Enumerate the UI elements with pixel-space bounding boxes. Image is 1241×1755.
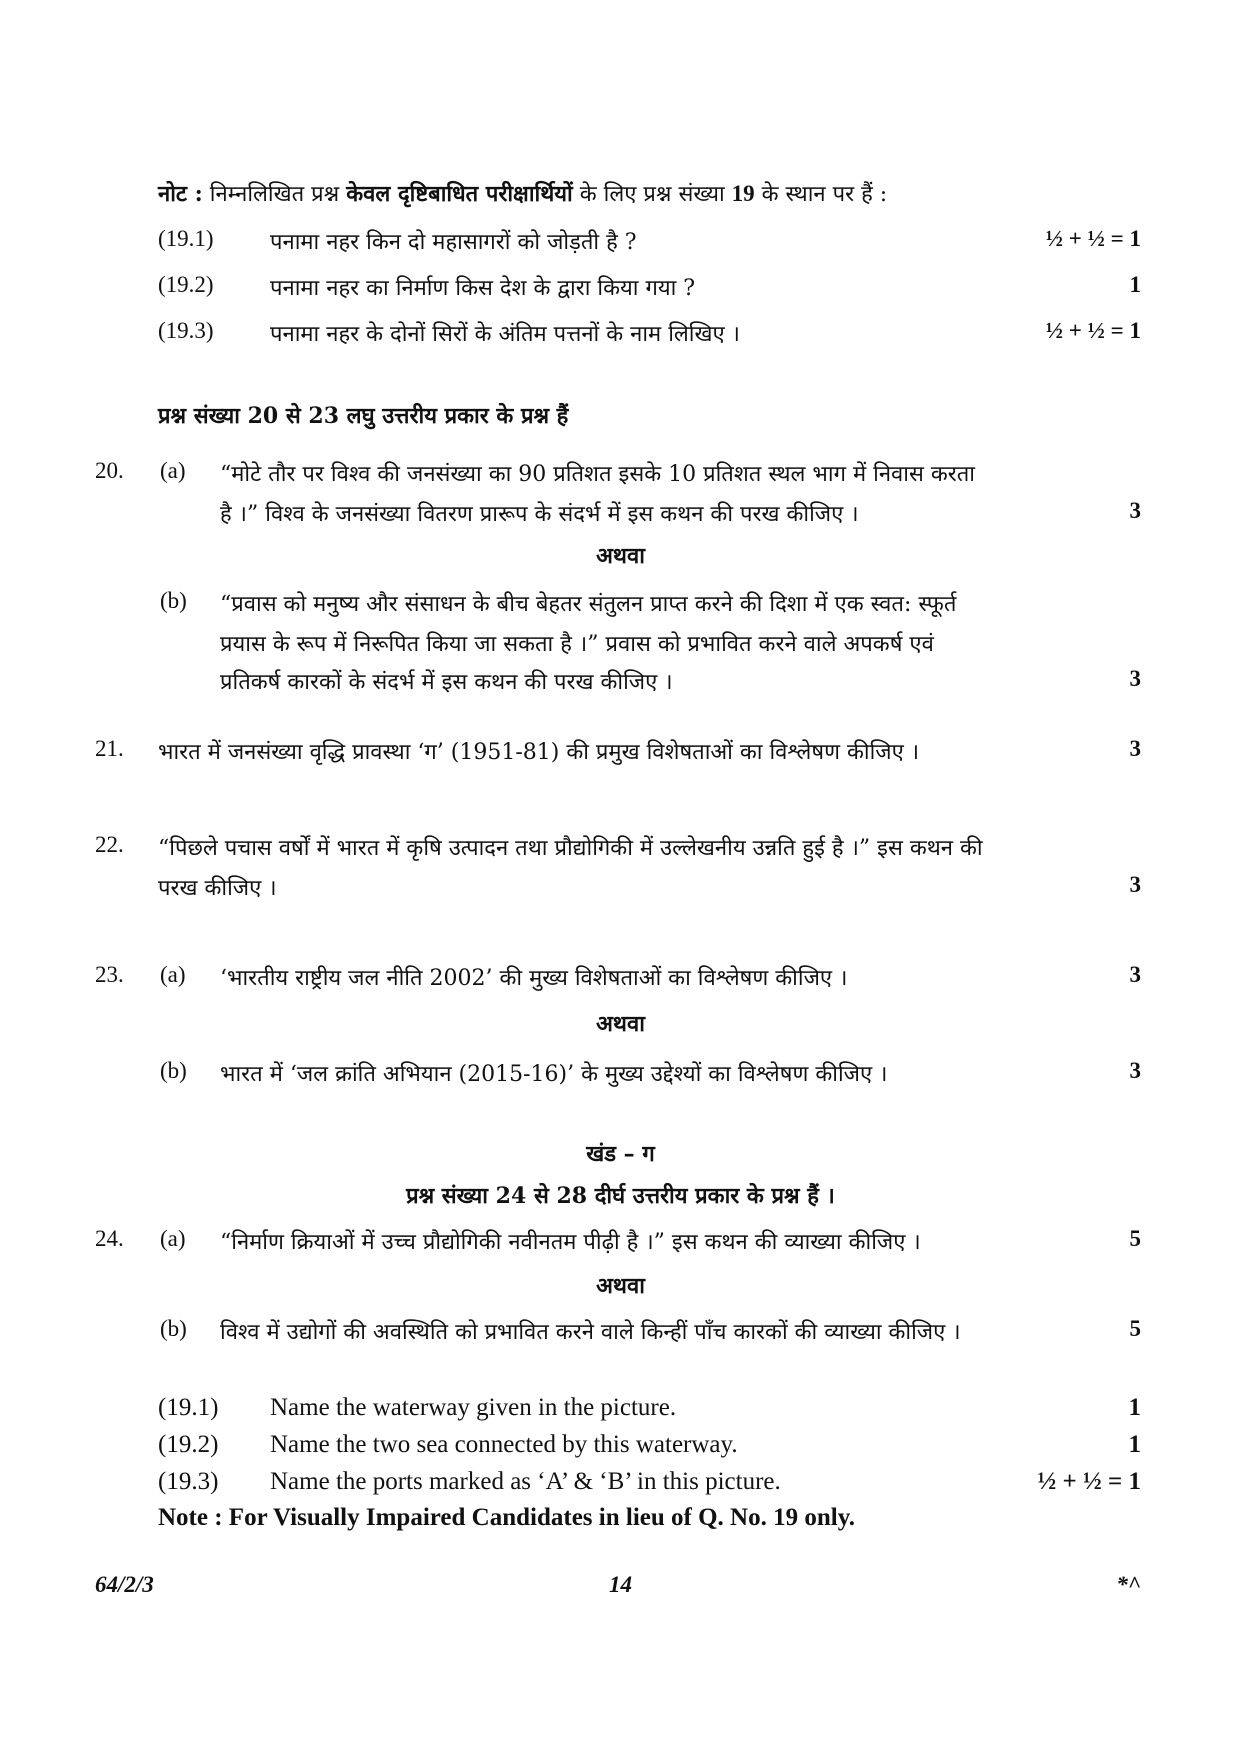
vi-en-2-marks: 1 [1128, 1431, 1141, 1458]
note-hindi [158, 178, 887, 208]
vi-en-3-marks: ½ + ½ = 1 [1037, 1468, 1141, 1495]
q24-number: 24. [95, 1226, 124, 1251]
q22-number: 22. [95, 832, 124, 857]
q20-number: 20. [95, 458, 124, 483]
q20-b-line1: “प्रवास को मनुष्य और संसाधन के बीच बेहतर संतुलन प्राप्त करने की दिशा में एक स्वत: स्फूर्त [220, 592, 957, 617]
q21-number: 21. [95, 736, 124, 761]
q22-line2: परख कीजिए । [158, 876, 277, 901]
vi-en-2-num: (19.2) [158, 1431, 219, 1458]
q23-b-label: (b) [160, 1058, 187, 1083]
q20-b-label: (b) [160, 588, 187, 613]
q24-a-label: (a) [160, 1226, 186, 1251]
q24-a-marks: 5 [1129, 1226, 1141, 1251]
q20-b-line2: प्रयास के रूप में निरूपित किया जा सकता है ।” प्रवास को प्रभावित करने वाले अपकर्ष एवं [220, 632, 934, 657]
vi-hi-3-marks: ½ + ½ = 1 [1045, 318, 1141, 343]
q24-or: अथवा [596, 1273, 645, 1299]
q23-a-marks: 3 [1129, 962, 1141, 987]
q23-a-text: ‘भारतीय राष्ट्रीय जल नीति 2002’ की मुख्य विशेषताओं का विश्लेषण कीजिए । [220, 966, 848, 991]
footer-mark: *^ [1116, 1572, 1141, 1597]
vi-hi-1-num: (19.1) [158, 226, 214, 251]
section-title: खंड – ग [586, 1141, 655, 1167]
q22-marks: 3 [1129, 872, 1141, 897]
q24-a-text: “निर्माण क्रियाओं में उच्च प्रौद्योगिकी नवीनतम पीढ़ी है ।” इस कथन की व्याख्या कीजिए । [220, 1230, 921, 1255]
q23-a-label: (a) [160, 962, 186, 987]
q20-a-marks: 3 [1129, 498, 1141, 523]
q20-b-marks: 3 [1129, 666, 1141, 691]
vi-en-1-num: (19.1) [158, 1394, 219, 1421]
vi-hi-3-num: (19.3) [158, 318, 214, 343]
note-text-pre: निम्नलिखित प्रश्न [209, 182, 340, 207]
q20-a-label: (a) [160, 458, 186, 483]
note-text-bold: केवल दृष्टिबाधित परीक्षार्थियों [346, 181, 573, 207]
long-answer-heading: प्रश्न संख्या 24 से 28 दीर्घ उत्तरीय प्रकार के प्रश्न हैं । [406, 1183, 835, 1209]
note-text-tail: के स्थान पर हैं : [761, 182, 888, 207]
q24-b-text: विश्व में उद्योगों की अवस्थिति को प्रभावित करने वाले किन्हीं पाँच कारकों की व्याख्या कीजिए । [220, 1320, 961, 1345]
q21-marks: 3 [1129, 736, 1141, 761]
vi-hi-1-marks: ½ + ½ = 1 [1045, 226, 1141, 251]
vi-en-1-text: Name the waterway given in the picture. [270, 1394, 677, 1421]
vi-en-2-text: Name the two sea connected by this waterway. [270, 1431, 738, 1458]
note-label: नोट : [158, 181, 203, 207]
q23-number: 23. [95, 962, 124, 987]
vi-en-3-text: Name the ports marked as ‘A’ & ‘B’ in this picture. [270, 1468, 781, 1495]
q23-b-marks: 3 [1129, 1058, 1141, 1083]
vi-hi-2-num: (19.2) [158, 272, 214, 297]
short-answer-heading: प्रश्न संख्या 20 से 23 लघु उत्तरीय प्रकार के प्रश्न हैं [158, 403, 569, 429]
note-text-post: के लिए प्रश्न संख्या [579, 182, 725, 207]
page-number: 14 [609, 1572, 632, 1597]
paper-code: 64/2/3 [95, 1572, 154, 1597]
q20-b-line3: प्रतिकर्ष कारकों के संदर्भ में इस कथन की परख कीजिए । [220, 670, 673, 695]
vi-en-3-num: (19.3) [158, 1468, 219, 1495]
q20-or: अथवा [596, 543, 645, 569]
vi-hi-3-text: पनामा नहर के दोनों सिरों के अंतिम पत्तनों के नाम लिखिए । [270, 322, 741, 347]
note-qno: 19 [731, 181, 755, 206]
q20-a-line1: “मोटे तौर पर विश्व की जनसंख्या का 90 प्रतिशत इसके 10 प्रतिशत स्थल भाग में निवास करता [220, 462, 975, 487]
vi-en-1-marks: 1 [1128, 1394, 1141, 1421]
q22-line1: “पिछले पचास वर्षों में भारत में कृषि उत्पादन तथा प्रौद्योगिकी में उल्लेखनीय उन्नति हुई है ।” इस कथन की [158, 836, 983, 861]
q23-or: अथवा [596, 1011, 645, 1037]
vi-hi-1-text: पनामा नहर किन दो महासागरों को जोड़ती है ? [270, 230, 637, 255]
q23-b-text: भारत में ‘जल क्रांति अभियान (2015-16)’ के मुख्य उद्देश्यों का विश्लेषण कीजिए । [220, 1062, 888, 1087]
q20-a-line2: है ।” विश्व के जनसंख्या वितरण प्रारूप के संदर्भ में इस कथन की परख कीजिए । [220, 502, 859, 527]
vi-hi-2-marks: 1 [1129, 272, 1141, 297]
vi-hi-2-text: पनामा नहर का निर्माण किस देश के द्वारा किया गया ? [270, 276, 696, 301]
q24-b-marks: 5 [1129, 1316, 1141, 1341]
q24-b-label: (b) [160, 1316, 187, 1341]
note-english: Note : For Visually Impaired Candidates in lieu of Q. No. 19 only. [158, 1504, 856, 1531]
q21-text: भारत में जनसंख्या वृद्धि प्रावस्था ‘ग’ (1951-81) की प्रमुख विशेषताओं का विश्लेषण कीजिए । [158, 740, 920, 765]
